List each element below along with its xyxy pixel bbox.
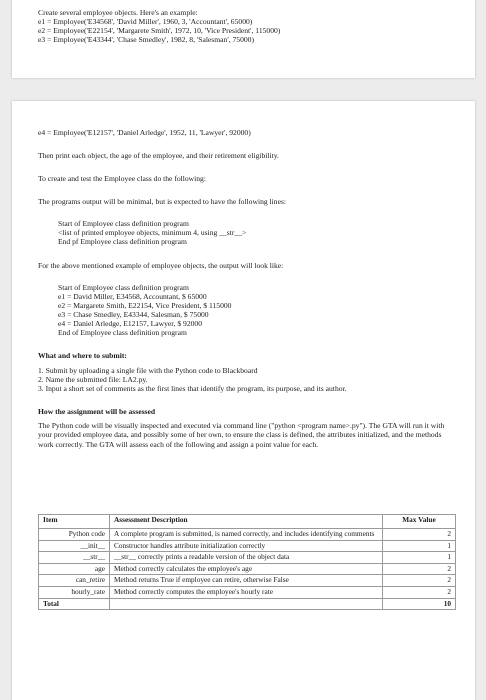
total-label: Total <box>39 598 110 610</box>
row-description: Constructor handles attribute initialization correctly <box>110 540 383 552</box>
table-row <box>39 575 456 587</box>
row-item: Python code <box>39 529 110 541</box>
example-line: e4 = Daniel Arledge, E12157, Lawyer, $ 92000 <box>58 319 203 328</box>
code-line-e4: e4 = Employee('E12157', 'Daniel Arledge', 1952, 11, 'Lawyer', 92000) <box>38 128 251 137</box>
page-fragment-top <box>12 0 475 78</box>
table-row <box>39 563 456 575</box>
table-header-row <box>39 515 456 529</box>
row-item: __str__ <box>39 552 110 564</box>
example-line: e1 = David Miller, E34568, Accountant, $ 65000 <box>58 292 207 301</box>
table-total-row <box>39 598 456 610</box>
total-value: 10 <box>383 598 456 610</box>
output-line: End pf Employee class definition program <box>58 237 187 246</box>
example-line: e3 = Chase Smedley, E43344, Salesman, $ 75000 <box>58 310 209 319</box>
assess-paragraph: The Python code will be visually inspected and executed via command line ("python <program name>.py"). The GTA will run it with your provided employee data, and possibly some of her own, to ensure the class is defined, the attributes initialized, and the methods work correctly. The GTA will assess each of the following and assign a point value for each. <box>38 421 445 449</box>
page-main <box>12 101 475 700</box>
create-instruction: To create and test the Employee class do the following: <box>38 174 206 183</box>
table-row <box>39 540 456 552</box>
row-description: Method returns True if employee can retire, otherwise False <box>110 575 383 587</box>
output-intro: The programs output will be minimal, but is expected to have the following lines: <box>38 197 287 206</box>
table-row <box>39 529 456 541</box>
output-line: <list of printed employee objects, minimum 4, using __str__> <box>58 228 247 237</box>
table-row <box>39 552 456 564</box>
row-value: 2 <box>383 563 456 575</box>
row-item: hourly_rate <box>39 586 110 598</box>
submit-heading: What and where to submit: <box>38 351 127 360</box>
example-line: Start of Employee class definition program <box>58 283 189 292</box>
header-max-value: Max Value <box>383 515 456 529</box>
example-line: End of Employee class definition program <box>58 328 187 337</box>
submit-item: 3. Input a short set of comments as the first lines that identify the program, its purpose, and its author. <box>38 384 347 393</box>
row-item: can_retire <box>39 575 110 587</box>
code-line-e3: e3 = Employee('E43344', 'Chase Smedley', 1982, 8, 'Salesman', 75000) <box>38 35 255 44</box>
row-value: 2 <box>383 575 456 587</box>
row-description: A complete program is submitted, is named correctly, and includes identifying comments <box>110 529 383 541</box>
header-description: Assessment Description <box>110 515 383 529</box>
row-value: 1 <box>383 552 456 564</box>
code-line-e2: e2 = Employee('E22154', 'Margarete Smith', 1972, 10, 'Vice President', 115000) <box>38 26 281 35</box>
row-value: 2 <box>383 529 456 541</box>
row-item: age <box>39 563 110 575</box>
example-intro: For the above mentioned example of employee objects, the output will look like: <box>38 261 284 270</box>
row-description: Method correctly computes the employee's hourly rate <box>110 586 383 598</box>
output-line: Start of Employee class definition program <box>58 219 189 228</box>
row-item: __init__ <box>39 540 110 552</box>
example-line: e2 = Margarete Smith, E22154, Vice President, $ 115000 <box>58 301 232 310</box>
row-description: Method correctly calculates the employee's age <box>110 563 383 575</box>
row-description: __str__ correctly prints a readable version of the object data <box>110 552 383 564</box>
table-row <box>39 586 456 598</box>
submit-item: 2. Name the submitted file: LA2.py. <box>38 375 148 384</box>
row-value: 2 <box>383 586 456 598</box>
row-value: 1 <box>383 540 456 552</box>
code-line-e1: e1 = Employee('E34568', 'David Miller', 1960, 3, 'Accountant', 65000) <box>38 17 253 26</box>
assessment-table <box>38 514 456 610</box>
total-description <box>110 598 383 610</box>
submit-item: 1. Submit by uploading a single file with the Python code to Blackboard <box>38 366 258 375</box>
header-item: Item <box>39 515 110 529</box>
print-instruction: Then print each object, the age of the employee, and their retirement eligibility. <box>38 151 279 160</box>
intro-line: Create several employee objects. Here's an example: <box>38 8 198 17</box>
assess-heading: How the assignment will be assessed <box>38 407 156 416</box>
